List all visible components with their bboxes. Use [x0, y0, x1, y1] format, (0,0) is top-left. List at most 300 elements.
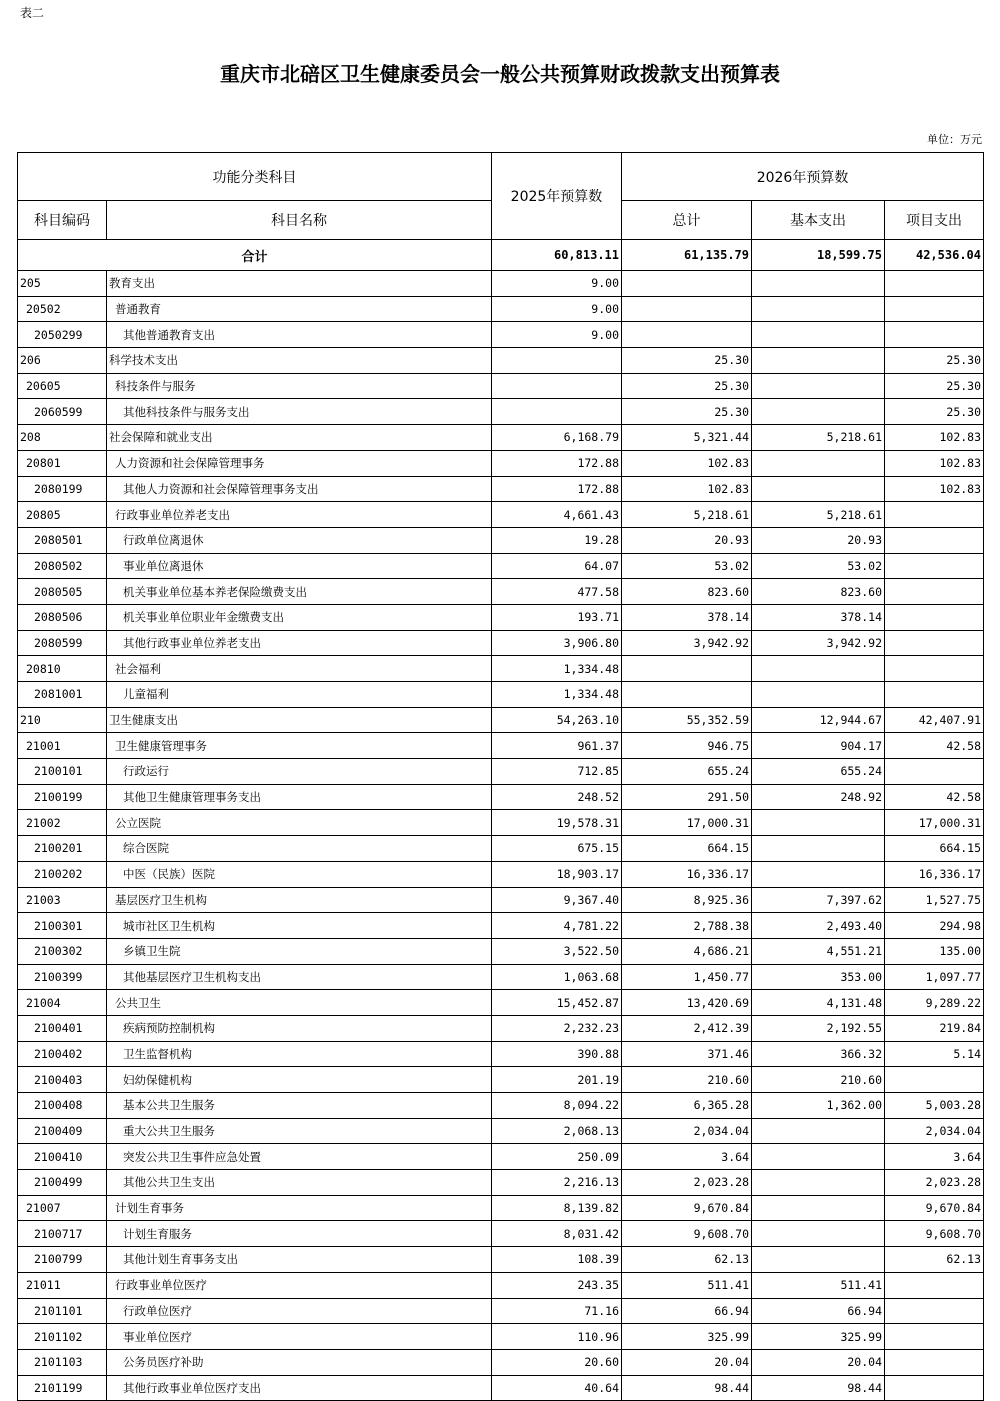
total-prev: 60,813.11 [492, 240, 622, 271]
header-category: 功能分类科目 [18, 153, 492, 201]
row-total: 102.83 [622, 450, 752, 476]
table-tag: 表二 [20, 6, 45, 20]
row-name: 中医（民族）医院 [107, 861, 492, 887]
row-name: 儿童福利 [107, 682, 492, 708]
row-name: 行政单位离退休 [107, 527, 492, 553]
table-row [18, 707, 984, 733]
row-total: 20.93 [622, 527, 752, 553]
row-project [885, 604, 984, 630]
row-name: 城市社区卫生机构 [107, 913, 492, 939]
row-name: 计划生育服务 [107, 1221, 492, 1247]
row-total: 4,686.21 [622, 938, 752, 964]
row-prev: 54,263.10 [492, 707, 622, 733]
table-row [18, 759, 984, 785]
row-code: 20502 [18, 296, 107, 322]
row-name: 疾病预防控制机构 [107, 1015, 492, 1041]
row-code: 208 [18, 425, 107, 451]
table-row [18, 1272, 984, 1298]
row-code: 2060599 [18, 399, 107, 425]
page-title: 重庆市北碚区卫生健康委员会一般公共预算财政拨款支出预算表 [220, 62, 780, 86]
row-code: 20810 [18, 656, 107, 682]
row-project: 25.30 [885, 373, 984, 399]
table-row [18, 1067, 984, 1093]
row-prev: 1,334.48 [492, 656, 622, 682]
row-total: 664.15 [622, 836, 752, 862]
table-row [18, 553, 984, 579]
row-name: 行政事业单位医疗 [107, 1272, 492, 1298]
table-row [18, 1195, 984, 1221]
row-name: 事业单位离退休 [107, 553, 492, 579]
row-prev: 6,168.79 [492, 425, 622, 451]
row-name: 计划生育事务 [107, 1195, 492, 1221]
row-code: 2100402 [18, 1041, 107, 1067]
row-project: 294.98 [885, 913, 984, 939]
row-total: 3.64 [622, 1144, 752, 1170]
row-code: 21011 [18, 1272, 107, 1298]
row-code: 20805 [18, 502, 107, 528]
row-basic [752, 1170, 885, 1196]
row-total: 55,352.59 [622, 707, 752, 733]
total-project: 42,536.04 [885, 240, 984, 271]
row-total: 9,670.84 [622, 1195, 752, 1221]
row-prev: 8,094.22 [492, 1093, 622, 1119]
table-row [18, 836, 984, 862]
table-row [18, 630, 984, 656]
row-code: 2081001 [18, 682, 107, 708]
table-row [18, 861, 984, 887]
row-total: 5,218.61 [622, 502, 752, 528]
row-basic: 5,218.61 [752, 425, 885, 451]
row-basic: 511.41 [752, 1272, 885, 1298]
row-total: 823.60 [622, 579, 752, 605]
row-code: 2100403 [18, 1067, 107, 1093]
row-total [622, 656, 752, 682]
row-prev: 243.35 [492, 1272, 622, 1298]
row-total: 25.30 [622, 348, 752, 374]
row-prev: 477.58 [492, 579, 622, 605]
table-row [18, 476, 984, 502]
row-prev: 2,232.23 [492, 1015, 622, 1041]
row-project: 9,608.70 [885, 1221, 984, 1247]
table-row [18, 1221, 984, 1247]
row-basic: 248.92 [752, 784, 885, 810]
row-code: 2080505 [18, 579, 107, 605]
row-name: 重大公共卫生服务 [107, 1118, 492, 1144]
row-prev: 3,906.80 [492, 630, 622, 656]
row-name: 其他普通教育支出 [107, 322, 492, 348]
table-row [18, 604, 984, 630]
row-total: 946.75 [622, 733, 752, 759]
row-name: 社会保障和就业支出 [107, 425, 492, 451]
row-project [885, 1298, 984, 1324]
row-name: 其他计划生育事务支出 [107, 1247, 492, 1273]
row-code: 206 [18, 348, 107, 374]
row-total: 2,412.39 [622, 1015, 752, 1041]
row-basic [752, 1144, 885, 1170]
row-prev: 1,063.68 [492, 964, 622, 990]
row-basic: 53.02 [752, 553, 885, 579]
table-row [18, 1349, 984, 1375]
row-name: 公务员医疗补助 [107, 1349, 492, 1375]
table-row [18, 425, 984, 451]
row-basic: 20.93 [752, 527, 885, 553]
row-project [885, 682, 984, 708]
row-total: 325.99 [622, 1324, 752, 1350]
row-basic: 210.60 [752, 1067, 885, 1093]
row-basic [752, 656, 885, 682]
row-project: 9,670.84 [885, 1195, 984, 1221]
row-basic: 2,192.55 [752, 1015, 885, 1041]
row-basic [752, 399, 885, 425]
row-code: 2101101 [18, 1298, 107, 1324]
row-total: 8,925.36 [622, 887, 752, 913]
row-total: 9,608.70 [622, 1221, 752, 1247]
row-total: 1,450.77 [622, 964, 752, 990]
row-project: 17,000.31 [885, 810, 984, 836]
row-code: 2080501 [18, 527, 107, 553]
total-label: 合计 [18, 240, 492, 271]
row-prev: 9,367.40 [492, 887, 622, 913]
row-prev: 8,031.42 [492, 1221, 622, 1247]
row-prev: 9.00 [492, 296, 622, 322]
header-code: 科目编码 [18, 201, 107, 240]
row-prev: 172.88 [492, 476, 622, 502]
row-basic: 2,493.40 [752, 913, 885, 939]
row-code: 2100717 [18, 1221, 107, 1247]
row-code: 20605 [18, 373, 107, 399]
row-prev: 193.71 [492, 604, 622, 630]
table-row [18, 1170, 984, 1196]
row-total [622, 271, 752, 297]
table-row [18, 348, 984, 374]
row-prev: 2,216.13 [492, 1170, 622, 1196]
row-total: 210.60 [622, 1067, 752, 1093]
row-name: 机关事业单位职业年金缴费支出 [107, 604, 492, 630]
row-code: 2100408 [18, 1093, 107, 1119]
row-project: 42,407.91 [885, 707, 984, 733]
row-basic: 353.00 [752, 964, 885, 990]
row-code: 20801 [18, 450, 107, 476]
row-project: 2,023.28 [885, 1170, 984, 1196]
table-row [18, 1298, 984, 1324]
table-row [18, 990, 984, 1016]
row-basic [752, 373, 885, 399]
row-code: 2100101 [18, 759, 107, 785]
row-project [885, 296, 984, 322]
row-total: 3,942.92 [622, 630, 752, 656]
row-total [622, 682, 752, 708]
table-row [18, 938, 984, 964]
row-prev: 390.88 [492, 1041, 622, 1067]
row-name: 人力资源和社会保障管理事务 [107, 450, 492, 476]
row-name: 其他人力资源和社会保障管理事务支出 [107, 476, 492, 502]
row-code: 2100201 [18, 836, 107, 862]
row-name: 公共卫生 [107, 990, 492, 1016]
row-prev: 248.52 [492, 784, 622, 810]
row-basic: 1,362.00 [752, 1093, 885, 1119]
row-project [885, 1067, 984, 1093]
row-basic: 325.99 [752, 1324, 885, 1350]
row-code: 2100410 [18, 1144, 107, 1170]
row-basic [752, 476, 885, 502]
row-basic: 823.60 [752, 579, 885, 605]
table-row [18, 1324, 984, 1350]
row-name: 卫生健康管理事务 [107, 733, 492, 759]
row-total: 17,000.31 [622, 810, 752, 836]
row-project: 664.15 [885, 836, 984, 862]
row-basic: 378.14 [752, 604, 885, 630]
table-row [18, 1118, 984, 1144]
header-row-1 [18, 153, 984, 201]
row-total: 16,336.17 [622, 861, 752, 887]
row-name: 其他科技条件与服务支出 [107, 399, 492, 425]
row-prev: 1,334.48 [492, 682, 622, 708]
row-project: 1,097.77 [885, 964, 984, 990]
row-project [885, 656, 984, 682]
row-project: 25.30 [885, 399, 984, 425]
row-prev: 3,522.50 [492, 938, 622, 964]
row-code: 2101103 [18, 1349, 107, 1375]
table-row [18, 296, 984, 322]
row-prev: 961.37 [492, 733, 622, 759]
row-project: 62.13 [885, 1247, 984, 1273]
row-name: 行政单位医疗 [107, 1298, 492, 1324]
header-curr-year: 2026年预算数 [622, 153, 984, 201]
row-basic: 66.94 [752, 1298, 885, 1324]
row-name: 机关事业单位基本养老保险缴费支出 [107, 579, 492, 605]
row-prev [492, 399, 622, 425]
row-project: 25.30 [885, 348, 984, 374]
row-name: 乡镇卫生院 [107, 938, 492, 964]
table-row [18, 271, 984, 297]
row-code: 2100202 [18, 861, 107, 887]
row-total: 20.04 [622, 1349, 752, 1375]
row-code: 205 [18, 271, 107, 297]
table-row [18, 913, 984, 939]
row-total: 66.94 [622, 1298, 752, 1324]
row-name: 行政运行 [107, 759, 492, 785]
row-name: 其他基层医疗卫生机构支出 [107, 964, 492, 990]
unit-label: 单位：万元 [927, 133, 982, 146]
row-prev: 18,903.17 [492, 861, 622, 887]
row-basic: 7,397.62 [752, 887, 885, 913]
header-basic: 基本支出 [752, 201, 885, 240]
row-project: 42.58 [885, 784, 984, 810]
row-total: 2,034.04 [622, 1118, 752, 1144]
total-row [18, 240, 984, 271]
table-row [18, 784, 984, 810]
table-row [18, 656, 984, 682]
table-row [18, 810, 984, 836]
row-code: 21007 [18, 1195, 107, 1221]
row-basic [752, 1247, 885, 1273]
row-project: 42.58 [885, 733, 984, 759]
row-prev: 20.60 [492, 1349, 622, 1375]
row-project: 5.14 [885, 1041, 984, 1067]
row-total: 511.41 [622, 1272, 752, 1298]
row-project: 16,336.17 [885, 861, 984, 887]
row-name: 基本公共卫生服务 [107, 1093, 492, 1119]
row-total: 2,023.28 [622, 1170, 752, 1196]
row-prev [492, 373, 622, 399]
row-total: 655.24 [622, 759, 752, 785]
total-basic: 18,599.75 [752, 240, 885, 271]
row-prev [492, 348, 622, 374]
row-prev: 40.64 [492, 1375, 622, 1401]
row-project [885, 502, 984, 528]
row-basic: 5,218.61 [752, 502, 885, 528]
row-code: 21001 [18, 733, 107, 759]
row-prev: 675.15 [492, 836, 622, 862]
row-total: 25.30 [622, 399, 752, 425]
row-basic [752, 682, 885, 708]
row-project [885, 1272, 984, 1298]
row-code: 2100199 [18, 784, 107, 810]
row-basic: 655.24 [752, 759, 885, 785]
row-total: 371.46 [622, 1041, 752, 1067]
row-code: 2080199 [18, 476, 107, 502]
row-code: 21004 [18, 990, 107, 1016]
row-prev: 9.00 [492, 271, 622, 297]
row-name: 妇幼保健机构 [107, 1067, 492, 1093]
row-basic: 98.44 [752, 1375, 885, 1401]
table-row [18, 527, 984, 553]
row-code: 2100409 [18, 1118, 107, 1144]
row-basic: 4,131.48 [752, 990, 885, 1016]
row-basic [752, 1195, 885, 1221]
row-name: 其他公共卫生支出 [107, 1170, 492, 1196]
table-row [18, 1093, 984, 1119]
row-name: 其他卫生健康管理事务支出 [107, 784, 492, 810]
table-row [18, 399, 984, 425]
row-total: 98.44 [622, 1375, 752, 1401]
table-row [18, 1144, 984, 1170]
row-project: 102.83 [885, 476, 984, 502]
table-row [18, 887, 984, 913]
row-total: 5,321.44 [622, 425, 752, 451]
row-code: 2100302 [18, 938, 107, 964]
row-project: 102.83 [885, 450, 984, 476]
row-name: 普通教育 [107, 296, 492, 322]
row-name: 事业单位医疗 [107, 1324, 492, 1350]
row-code: 2101102 [18, 1324, 107, 1350]
row-prev: 110.96 [492, 1324, 622, 1350]
row-total: 291.50 [622, 784, 752, 810]
header-total: 总计 [622, 201, 752, 240]
row-prev: 2,068.13 [492, 1118, 622, 1144]
row-basic [752, 810, 885, 836]
budget-table [17, 152, 984, 1401]
row-name: 基层医疗卫生机构 [107, 887, 492, 913]
row-project [885, 322, 984, 348]
row-name: 突发公共卫生事件应急处置 [107, 1144, 492, 1170]
row-basic [752, 450, 885, 476]
row-project [885, 759, 984, 785]
row-total: 53.02 [622, 553, 752, 579]
row-project [885, 1349, 984, 1375]
row-name: 公立医院 [107, 810, 492, 836]
row-code: 21002 [18, 810, 107, 836]
row-code: 2100799 [18, 1247, 107, 1273]
row-name: 社会福利 [107, 656, 492, 682]
table-row [18, 733, 984, 759]
table-row [18, 1015, 984, 1041]
row-prev: 19,578.31 [492, 810, 622, 836]
row-prev: 201.19 [492, 1067, 622, 1093]
row-total: 102.83 [622, 476, 752, 502]
row-total: 62.13 [622, 1247, 752, 1273]
row-project [885, 271, 984, 297]
row-basic [752, 271, 885, 297]
row-project: 102.83 [885, 425, 984, 451]
row-basic [752, 1221, 885, 1247]
row-project [885, 553, 984, 579]
row-prev: 250.09 [492, 1144, 622, 1170]
row-project [885, 630, 984, 656]
row-project: 5,003.28 [885, 1093, 984, 1119]
table-row [18, 1375, 984, 1401]
row-name: 卫生健康支出 [107, 707, 492, 733]
row-prev: 64.07 [492, 553, 622, 579]
row-basic: 3,942.92 [752, 630, 885, 656]
table-row [18, 1247, 984, 1273]
row-basic [752, 1118, 885, 1144]
row-code: 210 [18, 707, 107, 733]
row-project: 9,289.22 [885, 990, 984, 1016]
row-name: 综合医院 [107, 836, 492, 862]
row-prev: 108.39 [492, 1247, 622, 1273]
row-basic [752, 296, 885, 322]
table-row [18, 450, 984, 476]
row-project: 2,034.04 [885, 1118, 984, 1144]
row-project [885, 579, 984, 605]
row-basic: 12,944.67 [752, 707, 885, 733]
row-basic [752, 836, 885, 862]
row-name: 教育支出 [107, 271, 492, 297]
table-row [18, 1041, 984, 1067]
table-row [18, 682, 984, 708]
row-prev: 9.00 [492, 322, 622, 348]
row-project [885, 1375, 984, 1401]
row-prev: 712.85 [492, 759, 622, 785]
row-prev: 19.28 [492, 527, 622, 553]
row-name: 其他行政事业单位医疗支出 [107, 1375, 492, 1401]
row-name: 行政事业单位养老支出 [107, 502, 492, 528]
row-project: 135.00 [885, 938, 984, 964]
total-total: 61,135.79 [622, 240, 752, 271]
row-name: 科技条件与服务 [107, 373, 492, 399]
row-project [885, 1324, 984, 1350]
row-total [622, 296, 752, 322]
row-basic: 4,551.21 [752, 938, 885, 964]
row-name: 其他行政事业单位养老支出 [107, 630, 492, 656]
row-prev: 15,452.87 [492, 990, 622, 1016]
row-code: 2100399 [18, 964, 107, 990]
row-project: 219.84 [885, 1015, 984, 1041]
row-prev: 4,661.43 [492, 502, 622, 528]
row-code: 2100401 [18, 1015, 107, 1041]
table-row [18, 579, 984, 605]
row-basic: 366.32 [752, 1041, 885, 1067]
row-prev: 71.16 [492, 1298, 622, 1324]
row-code: 2080502 [18, 553, 107, 579]
row-total: 25.30 [622, 373, 752, 399]
row-prev: 8,139.82 [492, 1195, 622, 1221]
row-total: 13,420.69 [622, 990, 752, 1016]
row-code: 2080599 [18, 630, 107, 656]
row-basic: 20.04 [752, 1349, 885, 1375]
row-project: 3.64 [885, 1144, 984, 1170]
